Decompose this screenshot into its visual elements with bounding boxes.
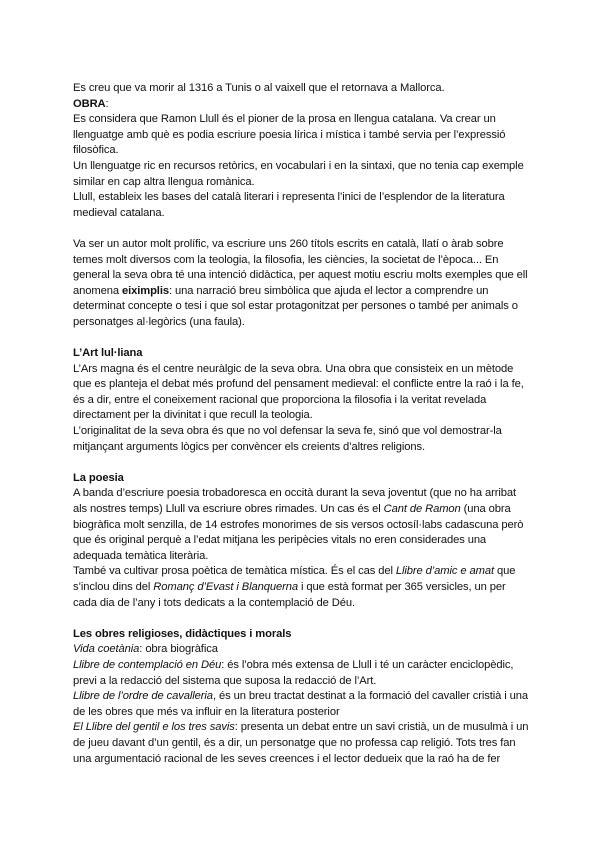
eiximplis-term: eiximplis xyxy=(121,284,169,297)
work-item: El Llibre del gentil e los tres savis: presenta un debat entre un savi cristià, un de musulmà i un de jueu davant d’un gentil, és a dir, un personatge que no professa cap religió. Tots tres fan una argumentació racional de les seves creences i el lector dedueix que la raó ha de fer xyxy=(73,721,529,765)
poesia-heading: La poesia xyxy=(73,471,124,484)
religioses-heading: Les obres religioses, didàctiques i morals xyxy=(73,627,292,640)
obra-label: OBRA: xyxy=(73,97,109,110)
obra-paragraph-4: Va ser un autor molt prolífic, va escriure uns 260 títols escrits en català, llatí o àrab sobre temes molt diversos com la teologia, la filosofia, les ciències, la societat de l’època... En general la seva obra té una intenció didàctica, per aquest motiu escriu molts exemples que ell anomena eiximplis: una narració breu simbòlica que ajuda el lector a comprendre un determinat concepte o tesi i que sol estar protagonitzat per persones o també per animals o personatges al·legòrics (una faula). xyxy=(73,237,528,328)
obra-paragraph-1: Es considera que Ramon Llull és el pioner de la prosa en llengua catalana. Va crear un llenguatge amb què es podia escriure poesia lírica i mística i també servia per l’expressió filosòfica. xyxy=(73,113,506,157)
obra-paragraph-3: Llull, estableix les bases del català literari i representa l’inici de l’esplendor de la literatura medieval catalana. xyxy=(73,191,505,219)
work-title: Llibre de contemplació en Déu xyxy=(73,658,222,671)
work-title: El Llibre del gentil e los tres savis xyxy=(73,721,235,734)
work-item: Llibre de l’ordre de cavalleria, és un breu tractat destinat a la formació del cavaller cristià i una de les obres que més va influir en la literatura posterior xyxy=(73,690,529,718)
cant-de-ramon-title: Cant de Ramon xyxy=(383,503,461,516)
obra-paragraph-2: Un llenguatge ric en recursos retòrics, en vocabulari i en la sintaxi, que no tenia cap exemple similar en cap altra llengua romànica. xyxy=(73,159,524,188)
obra-label-text: OBRA xyxy=(73,97,106,110)
llibre-amic-amat-title: Llibre d’amic e amat xyxy=(395,565,494,578)
intro-paragraph: Es creu que va morir al 1316 a Tunis o al vaixell que el retornava a Mallorca. xyxy=(73,82,445,94)
work-title: Vida coetània xyxy=(73,643,140,656)
poesia-paragraph-2: També va cultivar prosa poètica de temàtica mística. És el cas del Llibre d’amic e amat que s’inclou dins del Romanç d’Evast i Blanquerna i que està format per 365 versicles, un per cada dia de l’any i tots dedicats a la contemplació de Déu. xyxy=(73,565,516,609)
art-heading: L’Art lul·liana xyxy=(73,347,143,360)
work-title: Llibre de l’ordre de cavalleria xyxy=(73,690,213,703)
art-paragraph-1: L’Ars magna és el centre neuràlgic de la seva obra. Una obra que consisteix en un mètode que es planteja el debat més profund del pensament medieval: el conflicte entre la raó i la fe, és a dir, entre el coneixement racional que proporciona la filosofia i la veritat revelada directament per la divinitat i que recull la teologia. xyxy=(73,362,524,422)
work-item: Llibre de contemplació en Déu: és l’obra més extensa de Llull i té un caràcter enciclopèdic, previ a la redacció del sistema que suposa la redacció de l’Art. xyxy=(73,658,514,687)
poesia-paragraph-1: A banda d’escriure poesia trobadoresca en occità durant la seva joventut (que no ha arribat als nostres temps) Llull va escriure obres rimades. Un cas és el Cant de Ramon (una obra biogràfica molt senzilla, de 14 estrofes monorimes de sis versos octosíl·labs cadascuna però que és original perquè a l’edat mitjana les peripècies vitals no eren considerades una adequada temàtica literària. xyxy=(73,487,524,562)
work-item: Vida coetània: obra biogràfica xyxy=(73,643,218,656)
document-body xyxy=(73,81,531,767)
romanc-evast-blanquerna-title: Romanç d’Evast i Blanquerna xyxy=(153,581,298,593)
art-paragraph-2: L’originalitat de la seva obra és que no vol defensar la seva fe, sinó que vol demostrar-la mitjançant arguments lògics per convèncer els creients d’altres religions. xyxy=(73,425,502,453)
